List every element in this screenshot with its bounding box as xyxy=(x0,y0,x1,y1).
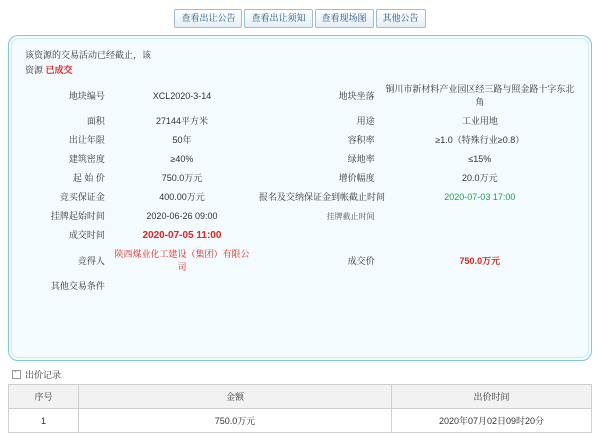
collapse-icon[interactable] xyxy=(12,370,21,379)
area-value: 27144平方米 xyxy=(155,116,208,126)
spacer-cell-4 xyxy=(379,277,581,296)
listing-end-label-text: 挂牌截止时间 xyxy=(326,212,375,221)
term-label: 出让年限 xyxy=(68,135,105,145)
start-price-label: 起 始 价 xyxy=(72,173,105,183)
use-value: 工业用地 xyxy=(461,116,498,126)
col-time: 出价时间 xyxy=(392,385,592,409)
listing-start-value: 2020-06-26 09:00 xyxy=(146,211,218,221)
spacer-cell xyxy=(255,226,379,245)
bidder-value xyxy=(109,245,255,277)
parcel-no-value: XCL2020-3-14 xyxy=(152,90,212,101)
view-transfer-notice-button[interactable]: 查看出让须知 xyxy=(244,9,312,28)
deposit-value: 400.00万元 xyxy=(159,192,205,202)
term-value: 50年 xyxy=(172,135,192,145)
area-label: 面积 xyxy=(86,116,105,126)
deposit-deadline-value: 2020-07-03 17:00 xyxy=(444,192,516,202)
bid-record-title[interactable] xyxy=(8,365,592,384)
top-toolbar xyxy=(0,0,600,35)
table-row xyxy=(9,409,592,433)
view-site-map-button[interactable]: 查看现场图 xyxy=(315,9,374,28)
bid-record-table xyxy=(8,384,592,433)
green-ratio-label: 绿地率 xyxy=(347,154,375,164)
building-density-label: 建筑密度 xyxy=(68,154,105,164)
location-value: 铜川市新材料产业园区经三路与照金路十字东北角 xyxy=(385,84,575,107)
deal-time-value xyxy=(109,226,255,245)
cell-seq: 1 xyxy=(9,409,79,433)
spacer-cell-3 xyxy=(255,277,379,296)
table-row xyxy=(19,277,581,296)
bid-record-title-text: 出价记录 xyxy=(25,370,62,380)
deal-price-unit: 元 xyxy=(491,255,501,266)
bidder-text: 陕西煤业化工建设（集团）有限公司 xyxy=(114,249,250,272)
table-row xyxy=(19,207,581,226)
col-seq: 序号 xyxy=(9,385,79,409)
deal-price-label: 成交价 xyxy=(347,255,375,266)
table-row xyxy=(19,112,581,131)
other-terms-label: 其他交易条件 xyxy=(50,281,105,291)
parcel-no-label: 地块编号 xyxy=(68,90,105,101)
far-value: ≥1.0（特殊行业≥0.8） xyxy=(435,135,525,145)
building-density-value: ≥40% xyxy=(170,154,194,164)
deal-time-text: 2020-07-05 11:00 xyxy=(142,230,222,241)
deposit-deadline-label: 报名及交纳保证金到帐截止时间 xyxy=(259,192,386,202)
listing-end-value xyxy=(379,207,581,226)
green-ratio-value: ≤15% xyxy=(468,154,492,164)
bidder-label: 竞得人 xyxy=(77,255,105,266)
cell-time: 2020年07月02日09时20分 xyxy=(392,409,592,433)
table-row xyxy=(19,131,581,150)
start-price-value: 750.0万元 xyxy=(161,173,203,183)
table-row xyxy=(19,80,581,112)
listing-info-table xyxy=(19,80,581,296)
status-message-prefix2: 资源 xyxy=(25,65,44,75)
table-row xyxy=(19,245,581,277)
deal-price-text: 750.0万 xyxy=(459,255,492,266)
deposit-label: 竞买保证金 xyxy=(59,192,105,202)
spacer-cell-2 xyxy=(379,226,581,245)
table-header-row xyxy=(9,385,592,409)
increment-value: 20.0万元 xyxy=(462,173,498,183)
table-row xyxy=(19,226,581,245)
location-label: 地块坐落 xyxy=(338,90,375,101)
bid-record-section xyxy=(8,365,592,433)
use-label: 用途 xyxy=(356,116,375,126)
view-transfer-announcement-button[interactable]: 查看出让公告 xyxy=(174,9,242,28)
status-message xyxy=(19,44,581,80)
far-label: 容积率 xyxy=(347,135,375,145)
cell-amount: 750.0万元 xyxy=(79,409,392,433)
col-amount: 金额 xyxy=(79,385,392,409)
deal-price-value xyxy=(379,245,581,277)
other-announcements-button[interactable]: 其他公告 xyxy=(376,9,426,28)
table-row xyxy=(19,169,581,188)
status-message-text: 该资源的交易活动已经截止，该 xyxy=(25,50,152,60)
listing-end-label xyxy=(255,207,379,226)
listing-detail-panel xyxy=(8,35,592,361)
table-row xyxy=(19,188,581,207)
other-terms-value xyxy=(109,277,255,296)
listing-start-label: 挂牌起始时间 xyxy=(50,211,105,221)
increment-label: 增价幅度 xyxy=(338,173,375,183)
status-badge: 已成交 xyxy=(45,65,73,75)
table-row xyxy=(19,150,581,169)
deal-time-label: 成交时间 xyxy=(68,230,105,240)
